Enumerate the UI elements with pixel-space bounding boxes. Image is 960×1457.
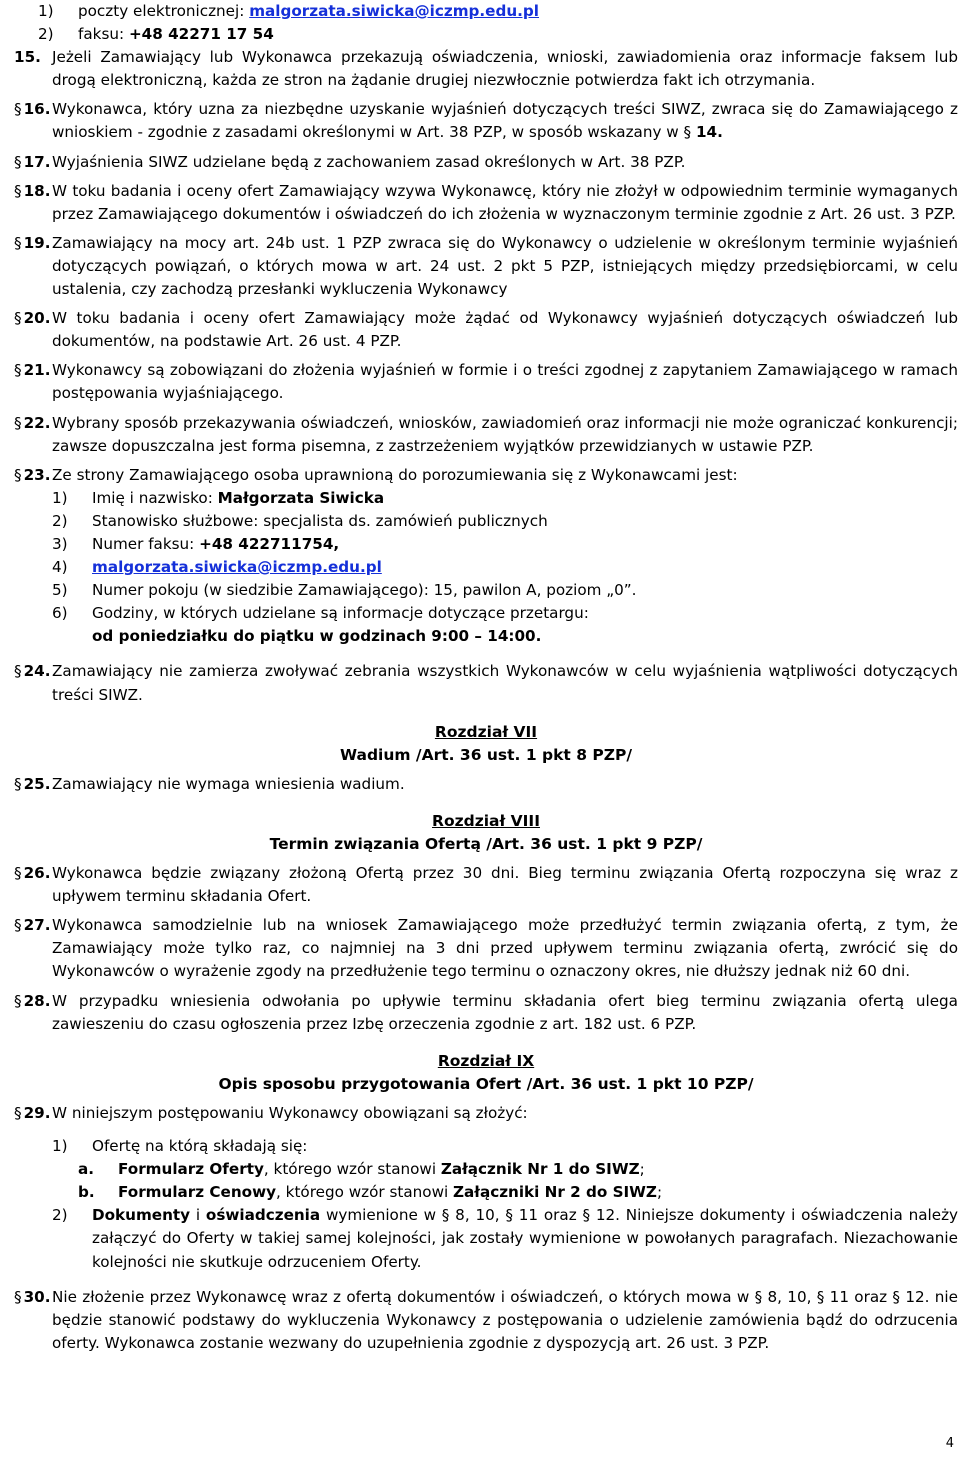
item-number: 5): [52, 581, 68, 600]
section-text: Zamawiający nie wymaga wniesienia wadium.: [52, 774, 405, 793]
section-text: Wykonawca samodzielnie lub na wniosek Zamawiającego może przedłużyć termin związania ofertą, z tym, że Zamawiający może tylko raz, co najmniej na 3 dni przed upływem terminu związania ofertą, zwrócić się do Wykonawców o wyrażenie zgody na przedłużenie tego terminu o oznaczony okres, nie dłuższy jednak niż 60 dni.: [52, 916, 958, 981]
section-number: 17.: [23, 152, 51, 171]
item-text: Godziny, w których udzielane są informacje dotyczące przetargu:: [92, 604, 589, 623]
sub-item-letter: b.: [78, 1183, 95, 1202]
section-number: 22.: [23, 413, 51, 432]
section-text: W niniejszym postępowaniu Wykonawcy obowiązani są złożyć:: [52, 1103, 528, 1122]
section-text: Ze strony Zamawiającego osoba uprawnioną do porozumiewania się z Wykonawcami jest:: [52, 465, 738, 484]
section-text: Jeżeli Zamawiający lub Wykonawca przekazują oświadczenia, wnioski, zawiadomienia oraz informacje faksem lub drogą elektroniczną, każda ze stron na żądanie drugiej niezwłocznie potwierdza fakt ich otrzymania.: [52, 48, 958, 90]
paragraph-mark: §: [14, 465, 22, 484]
section-29: [14, 1102, 958, 1125]
list-item: [52, 510, 958, 533]
section-text: Wybrany sposób przekazywania oświadczeń, wniosków, zawiadomień oraz informacji nie może ograniczać konkurencji; zawsze dopuszczalna jest forma pisemna, z zastrzeżeniem wyjątków przewidzianych w ustawie PZP.: [52, 413, 958, 455]
bold-term: oświadczenia: [205, 1206, 321, 1225]
sub-list-item: [78, 1158, 958, 1181]
list-item: [52, 1204, 958, 1273]
section-30: [14, 1286, 958, 1355]
section-text: Nie złożenie przez Wykonawcę wraz z ofertą dokumentów i oświadczeń, o których mowa w § 8, 10, § 11 oraz § 12. nie będzie stanowić podstawy do wykluczenia Wykonawcy z postępowania o udzielenie zamówienia bądź do odrzucenia oferty. Wykonawca zostanie wezwany do uzupełnienia zgodnie z dyspozycją art. 26 ust. 3 PZP.: [52, 1287, 958, 1352]
item-number: 2): [52, 511, 68, 530]
section-text: Zamawiający nie zamierza zwoływać zebrania wszystkich Wykonawców w celu wyjaśnienia wątpliwości dotyczących treści SIWZ.: [52, 662, 958, 704]
list-item: [52, 579, 958, 602]
chapter-number: Rozdział IX: [437, 1051, 535, 1070]
contact-person-list: [52, 487, 958, 649]
chapter-heading: [14, 1050, 958, 1096]
section-number: 24.: [23, 662, 51, 681]
section-number: 19.: [23, 233, 51, 252]
section-number: 27.: [23, 916, 51, 935]
chapter-title: Wadium /Art. 36 ust. 1 pkt 8 PZP/: [339, 745, 633, 764]
item-text: Stanowisko służbowe: specjalista ds. zamówień publicznych: [92, 511, 548, 530]
sub-item-letter: a.: [78, 1160, 95, 1179]
item-text: Ofertę na którą składają się:: [92, 1137, 308, 1156]
item-text: , którego wzór stanowi: [263, 1160, 437, 1179]
contact-list: [38, 0, 958, 46]
paragraph-mark: §: [14, 864, 22, 883]
section-19: [14, 232, 958, 301]
section-25: [14, 773, 958, 796]
section-text: W toku badania i oceny ofert Zamawiający może żądać od Wykonawcy wyjaśnień dotyczących oświadczeń lub dokumentów, na podstawie Art. 26 ust. 4 PZP.: [52, 309, 958, 351]
bold-term: Dokumenty: [92, 1206, 191, 1225]
paragraph-mark: §: [14, 413, 22, 432]
item-number: 1): [38, 2, 54, 20]
section-26: [14, 862, 958, 908]
section-number: 25.: [23, 774, 51, 793]
section-17: [14, 151, 958, 174]
section-20: [14, 307, 958, 353]
section-15: [14, 46, 958, 92]
paragraph-mark: §: [14, 662, 22, 681]
paragraph-mark: §: [14, 916, 22, 935]
section-number: 29.: [23, 1103, 51, 1122]
item-text: Imię i nazwisko:: [92, 488, 213, 507]
section-27: [14, 914, 958, 983]
item-number: 2): [38, 25, 54, 44]
item-number: 4): [52, 558, 68, 577]
section-number: 18.: [23, 181, 51, 200]
section-text: Zamawiający na mocy art. 24b ust. 1 PZP zwraca się do Wykonawcy o udzielenie w określonym terminie wyjaśnień dotyczących powiązań, o których mowa w art. 24 ust. 2 pkt 5 PZP, istniejących między przedsiębiorcami, w celu ustalenia, czy zachodzą przesłanki wykluczenia Wykonawcy: [52, 233, 958, 299]
section-number: 21.: [23, 361, 51, 380]
list-item: [52, 602, 958, 648]
chapter-title: Opis sposobu przygotowania Ofert /Art. 36 ust. 1 pkt 10 PZP/: [218, 1074, 754, 1093]
fax-number: +48 422711754,: [199, 534, 340, 553]
paragraph-mark: §: [14, 309, 22, 328]
section-text: Wykonawca będzie związany złożoną Ofertą przez 30 dni. Bieg terminu związania Ofertą rozpoczyna się wraz z upływem terminu składania Ofert.: [52, 864, 958, 906]
section-24: [14, 660, 958, 706]
section-text: Wykonawca, który uzna za niezbędne uzyskanie wyjaśnień dotyczących treści SIWZ, zwraca się do Zamawiającego z wnioskiem - zgodnie z zasadami określonymi w Art. 38 PZP, w sposób wskazany w: [52, 100, 958, 142]
item-text: faksu:: [78, 25, 125, 44]
section-text: Wykonawcy są zobowiązani do złożenia wyjaśnień w formie i o treści zgodnej z zapytaniem Zamawiającego w ramach postępowania wyjaśniającego.: [52, 361, 958, 403]
attachment-name: Załącznik Nr 1 do SIWZ: [440, 1160, 640, 1179]
item-text: i: [195, 1206, 201, 1225]
section-number: 20.: [23, 309, 51, 328]
fax-number: +48 42271 17 54: [128, 25, 274, 44]
section-number: 16.: [23, 100, 51, 119]
paragraph-mark: §: [14, 774, 22, 793]
section-number: 30.: [23, 1287, 51, 1306]
paragraph-mark: §: [14, 233, 22, 252]
chapter-heading: [14, 721, 958, 767]
item-number: 1): [52, 488, 68, 507]
section-number: 23.: [23, 465, 51, 484]
form-name: Formularz Oferty: [118, 1160, 264, 1179]
section-16: § 16. Wykonawca, który uzna za niezbędne uzyskanie wyjaśnień dotyczących treści SIWZ, zwraca się do Zamawiającego z wnioskiem - zgodnie z zasadami określonymi w Art. 38 PZP, w sposób wskazany w § 14.: [14, 100, 958, 142]
paragraph-mark: §: [14, 152, 22, 171]
email-link[interactable]: malgorzata.siwicka@iczmp.edu.pl: [249, 2, 539, 20]
section-23: [14, 464, 958, 487]
list-item: [38, 0, 958, 23]
item-number: 1): [52, 1137, 68, 1156]
paragraph-mark: §: [14, 181, 22, 200]
list-item: [52, 1135, 958, 1158]
paragraph-mark: §: [14, 361, 22, 380]
section-text: W przypadku wniesienia odwołania po upływie terminu składania ofert bieg terminu związania ofertą ulega zawieszeniu do czasu ogłoszenia przez Izbę orzeczenia zgodnie z art. 182 ust. 6 PZP.: [52, 991, 958, 1033]
list-item: [52, 556, 958, 579]
section-ref: 14.: [695, 123, 723, 142]
section-21: [14, 359, 958, 405]
page-number: 4: [945, 1435, 954, 1451]
item-number: 3): [52, 534, 68, 553]
section-number: 15.: [14, 48, 41, 67]
required-documents-list: [52, 1135, 958, 1274]
paragraph-mark: §: [14, 1287, 22, 1306]
list-item: [52, 487, 958, 510]
office-hours: od poniedziałku do piątku w godzinach 9:00 – 14:00.: [92, 627, 542, 646]
chapter-number: Rozdział VIII: [432, 811, 540, 830]
section-number: 28.: [23, 991, 51, 1010]
paragraph-mark: §: [14, 991, 22, 1010]
punctuation: ;: [639, 1160, 645, 1179]
chapter-heading: [14, 810, 958, 856]
section-text: W toku badania i oceny ofert Zamawiający wzywa Wykonawcę, który nie złożył w odpowiednim terminie wymaganych przez Zamawiającego dokumentów i oświadczeń do ich złożenia w wyznaczonym terminie zgodnie z Art. 26 ust. 3 PZP.: [52, 181, 958, 223]
item-text: , którego wzór stanowi: [276, 1183, 449, 1202]
sub-list-item: [78, 1181, 958, 1204]
contact-name: Małgorzata Siwicka: [217, 488, 385, 507]
item-text: wymienione w § 8, 10, § 11 oraz § 12. Niniejsze dokumenty i oświadczenia należy załączyć do Oferty w takiej samej kolejności, jak zostały wymienione w powołanych paragrafach. Niezachowanie kolejności nie skutkuje odrzuceniem Oferty.: [92, 1206, 959, 1271]
list-item: [52, 533, 958, 556]
section-22: [14, 412, 958, 458]
section-18: [14, 180, 958, 226]
item-text: Numer pokoju (w siedzibie Zamawiającego): 15, pawilon A, poziom „0”.: [92, 581, 637, 600]
form-name: Formularz Cenowy: [118, 1183, 277, 1202]
chapter-title: Termin związania Ofertą /Art. 36 ust. 1 pkt 9 PZP/: [269, 835, 703, 853]
item-number: 2): [52, 1206, 68, 1225]
attachment-name: Załączniki Nr 2 do SIWZ: [453, 1183, 657, 1202]
item-text: poczty elektronicznej:: [78, 2, 245, 20]
email-link[interactable]: malgorzata.siwicka@iczmp.edu.pl: [92, 558, 382, 577]
section-28: [14, 990, 958, 1036]
paragraph-mark: §: [14, 100, 22, 119]
item-text: Numer faksu:: [92, 534, 195, 553]
section-text: Wyjaśnienia SIWZ udzielane będą z zachowaniem zasad określonych w Art. 38 PZP.: [52, 152, 686, 171]
punctuation: ;: [656, 1183, 663, 1202]
paragraph-mark: §: [14, 1103, 22, 1122]
section-number: 26.: [23, 864, 51, 883]
list-item: [38, 23, 958, 46]
chapter-number: Rozdział VII: [434, 722, 538, 741]
item-number: 6): [52, 604, 68, 623]
